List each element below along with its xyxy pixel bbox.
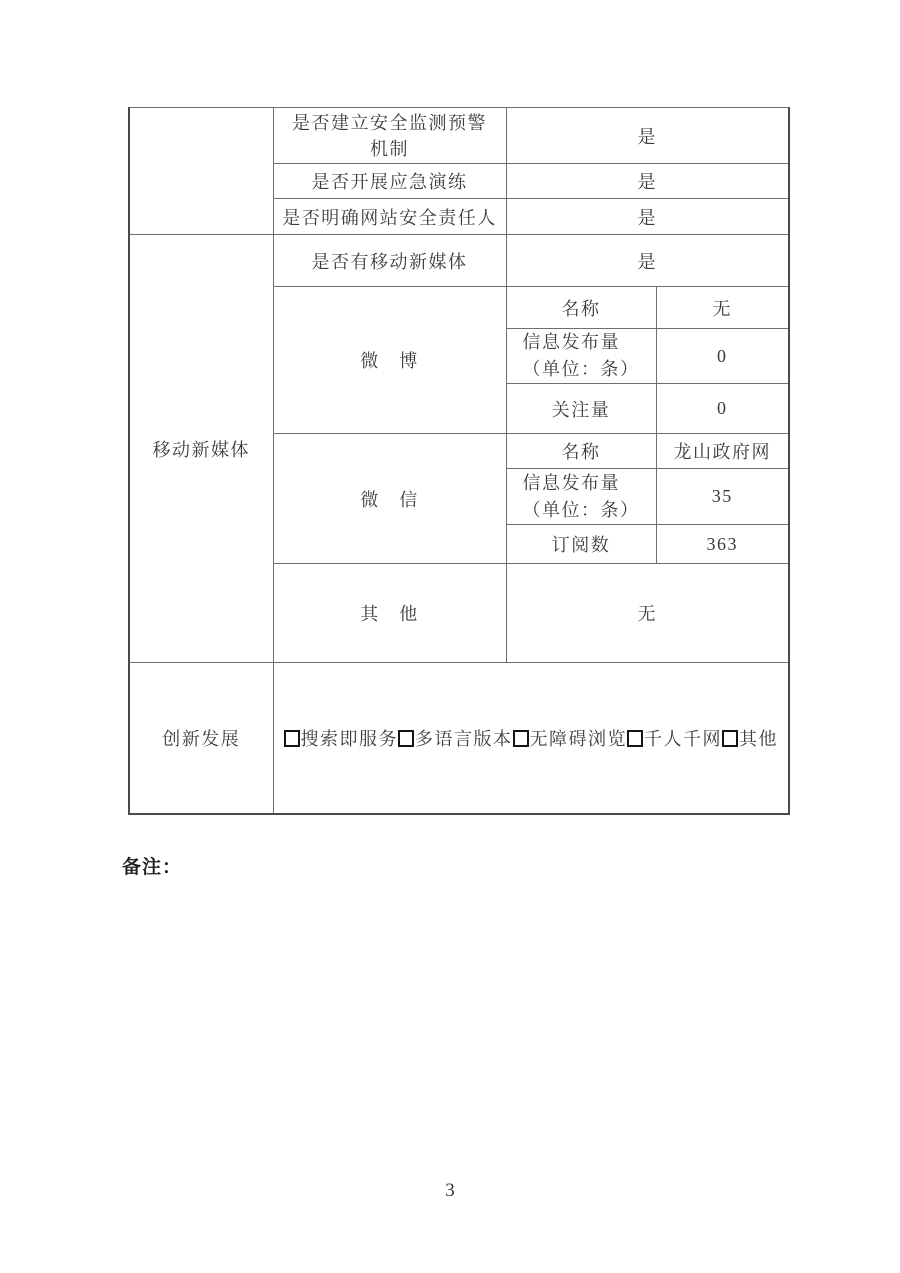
innovation-option (398, 729, 513, 749)
label-block (523, 470, 640, 524)
label-cell-other-media: 其 他 (273, 564, 506, 663)
innovation-option-label: 无障碍浏览 (529, 728, 627, 749)
label-cell-weibo-posts (506, 329, 656, 384)
checkbox-icon (513, 730, 529, 747)
label-cell-weibo-name: 名称 (506, 287, 656, 329)
label-cell-emergency-drill: 是否开展应急演练 (273, 164, 506, 199)
value-cell-wechat-posts: 35 (656, 469, 789, 525)
value-cell-emergency-drill: 是 (506, 164, 789, 199)
innovation-option (722, 729, 778, 749)
innovation-option-label: 多语言版本 (415, 728, 513, 749)
category-cell-empty (129, 108, 273, 235)
label-line: 信息发布量 (522, 472, 620, 493)
label-cell-wechat-posts (506, 469, 656, 525)
label-line: 机制 (370, 138, 409, 159)
label-cell-has-mobile-media: 是否有移动新媒体 (273, 235, 506, 287)
innovation-options-cell (273, 663, 789, 814)
subcategory-cell-wechat: 微 信 (273, 434, 506, 564)
innovation-option-label: 搜索即服务 (300, 728, 398, 749)
label-block (523, 329, 640, 383)
table-row (129, 108, 789, 164)
checkbox-icon (627, 730, 643, 747)
innovation-option (627, 729, 722, 749)
value-cell-other-media: 无 (506, 564, 789, 663)
value-cell-weibo-followers: 0 (656, 384, 789, 434)
innovation-option (284, 729, 399, 749)
value-cell-security-responsible: 是 (506, 199, 789, 235)
label-line: （单位：条） (522, 499, 640, 520)
table-row (129, 663, 789, 814)
innovation-option (513, 729, 628, 749)
table-row (129, 235, 789, 287)
value-cell-wechat-name: 龙山政府网 (656, 434, 789, 469)
value-cell-weibo-name: 无 (656, 287, 789, 329)
checkbox-icon (722, 730, 738, 747)
value-cell-security-monitor: 是 (506, 108, 789, 164)
value-cell-has-mobile-media: 是 (506, 235, 789, 287)
report-table-container (128, 107, 790, 815)
report-table (128, 107, 790, 815)
checkbox-icon (398, 730, 414, 747)
value-cell-weibo-posts: 0 (656, 329, 789, 384)
category-cell-mobile-media: 移动新媒体 (129, 235, 273, 663)
notes-label: 备注： (122, 857, 183, 878)
label-line: 信息发布量 (522, 332, 620, 352)
label-cell-security-responsible: 是否明确网站安全责任人 (273, 199, 506, 235)
label-cell-security-monitor (273, 108, 506, 164)
label-cell-wechat-name: 名称 (506, 434, 656, 469)
innovation-option-label: 其他 (739, 728, 778, 749)
label-cell-weibo-followers: 关注量 (506, 384, 656, 434)
subcategory-cell-weibo: 微 博 (273, 287, 506, 434)
category-cell-innovation: 创新发展 (129, 663, 273, 814)
label-cell-wechat-subscribers: 订阅数 (506, 525, 656, 564)
innovation-option-label: 千人千网 (644, 728, 722, 749)
page-number: 3 (445, 1180, 455, 1201)
label-line: 是否建立安全监测预警 (292, 112, 487, 133)
label-line: （单位：条） (522, 359, 640, 379)
value-cell-wechat-subscribers: 363 (656, 525, 789, 564)
checkbox-icon (284, 730, 300, 747)
